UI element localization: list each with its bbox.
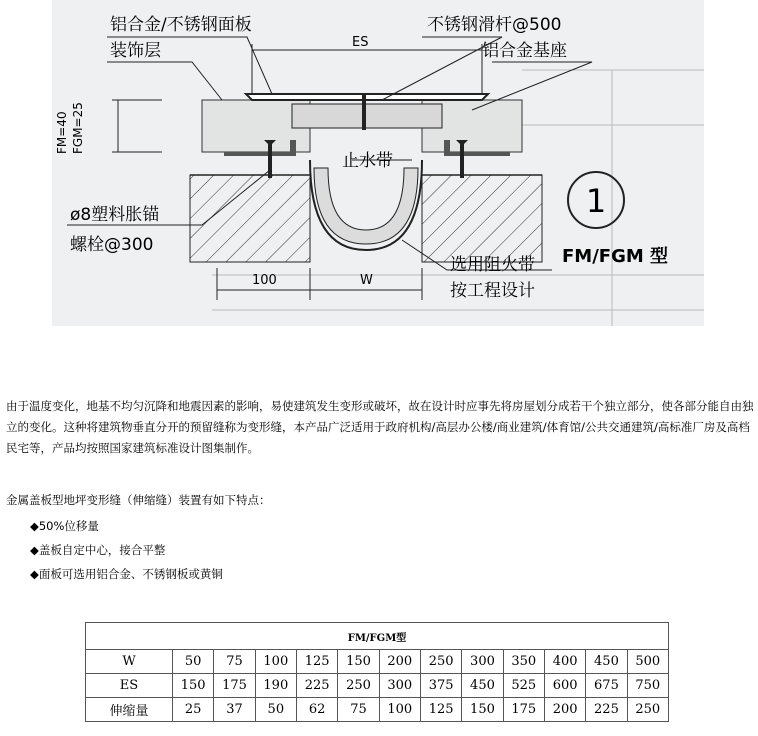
table-cell: 500 [627, 650, 668, 674]
table-cell: 175 [503, 698, 544, 722]
feature-item: ◆面板可选用铝合金、不锈钢板或黄铜 [30, 567, 223, 581]
table-row [86, 650, 669, 674]
table-cell: 175 [214, 674, 255, 698]
table-caption-row [86, 623, 669, 650]
label-anchor-line2: 螺栓@300 [70, 235, 154, 255]
label-fire-line1: 选用阻火带 [450, 255, 535, 275]
table-cell: 150 [338, 650, 379, 674]
feature-item: ◆50%位移量 [30, 519, 99, 533]
table-cell: 225 [586, 698, 627, 722]
row-header: 伸缩量 [86, 698, 173, 722]
table-cell: 150 [173, 674, 214, 698]
label-dim-w: W [360, 273, 373, 288]
label-fm: FM=40 [55, 111, 69, 154]
table-row [86, 698, 669, 722]
table-cell: 600 [544, 674, 585, 698]
fire-barrier [314, 168, 418, 244]
table-cell: 400 [544, 650, 585, 674]
table-cell: 350 [503, 650, 544, 674]
table-cell: 300 [379, 674, 420, 698]
table-cell: 125 [420, 698, 461, 722]
table-cell: 300 [462, 650, 503, 674]
label-fgm: FGM=25 [71, 102, 85, 154]
concrete-slab-right [422, 175, 542, 262]
concrete-slab-left [190, 175, 310, 262]
label-fire-line2: 按工程设计 [450, 281, 535, 301]
table-cell: 75 [338, 698, 379, 722]
table-cell: 100 [255, 650, 296, 674]
table-cell: 37 [214, 698, 255, 722]
table-cell: 190 [255, 674, 296, 698]
table-cell: 150 [462, 698, 503, 722]
spec-table [85, 622, 669, 722]
cover-panel [246, 94, 488, 100]
label-decor: 装饰层 [110, 41, 161, 61]
table-cell: 250 [338, 674, 379, 698]
table-cell: 125 [296, 650, 337, 674]
table-cell: 100 [379, 698, 420, 722]
table-cell: 50 [173, 650, 214, 674]
table-cell: 250 [627, 698, 668, 722]
table-cell: 375 [420, 674, 461, 698]
table-cell: 75 [214, 650, 255, 674]
table-cell: 25 [173, 698, 214, 722]
drawing-svg [52, 0, 704, 326]
table-cell: 50 [255, 698, 296, 722]
table-cell: 225 [296, 674, 337, 698]
table-cell: 450 [462, 674, 503, 698]
table-row [86, 674, 669, 698]
table-cell: 450 [586, 650, 627, 674]
feature-item: ◆盖板自定中心，接合平整 [30, 543, 166, 557]
table-cell: 675 [586, 674, 627, 698]
joint-cross-section-drawing [52, 0, 704, 326]
features-heading: 金属盖板型地坪变形缝（伸缩缝）装置有如下特点： [6, 493, 271, 507]
table-cell: 200 [379, 650, 420, 674]
row-header: ES [86, 674, 173, 698]
intro-paragraph: 由于温度变化，地基不均匀沉降和地震因素的影响，易使建筑发生变形或破坏，故在设计时应事先将房屋划分成若干个独立部分，使各部分能自由独立的变化。这种将建筑物垂直分开的预留缝称为变形缝，本产品广泛适用于政府机构/高层办公楼/商业建筑/体育馆/公共交通建筑/高标准厂房及高档民宅等，产品均按照国家建筑标准设计图集制作。 [6, 399, 754, 455]
label-es: ES [352, 35, 369, 50]
table-caption: FM/FGM型 [86, 623, 669, 650]
type-label: FM/FGM 型 [562, 246, 669, 267]
table-cell: 525 [503, 674, 544, 698]
label-panel: 铝合金/不锈钢面板 [110, 15, 252, 35]
table-cell: 62 [296, 698, 337, 722]
row-header: W [86, 650, 173, 674]
label-base: 铝合金基座 [482, 41, 567, 61]
label-dim-100: 100 [252, 273, 277, 288]
detail-number: 1 [585, 182, 607, 220]
label-anchor-line1: ø8塑料胀锚 [70, 205, 160, 225]
label-waterstop: 止水带 [342, 151, 393, 171]
center-plate [292, 104, 442, 128]
table-cell: 200 [544, 698, 585, 722]
label-rod: 不锈钢滑杆@500 [427, 15, 562, 35]
table-cell: 750 [627, 674, 668, 698]
table-cell: 250 [420, 650, 461, 674]
